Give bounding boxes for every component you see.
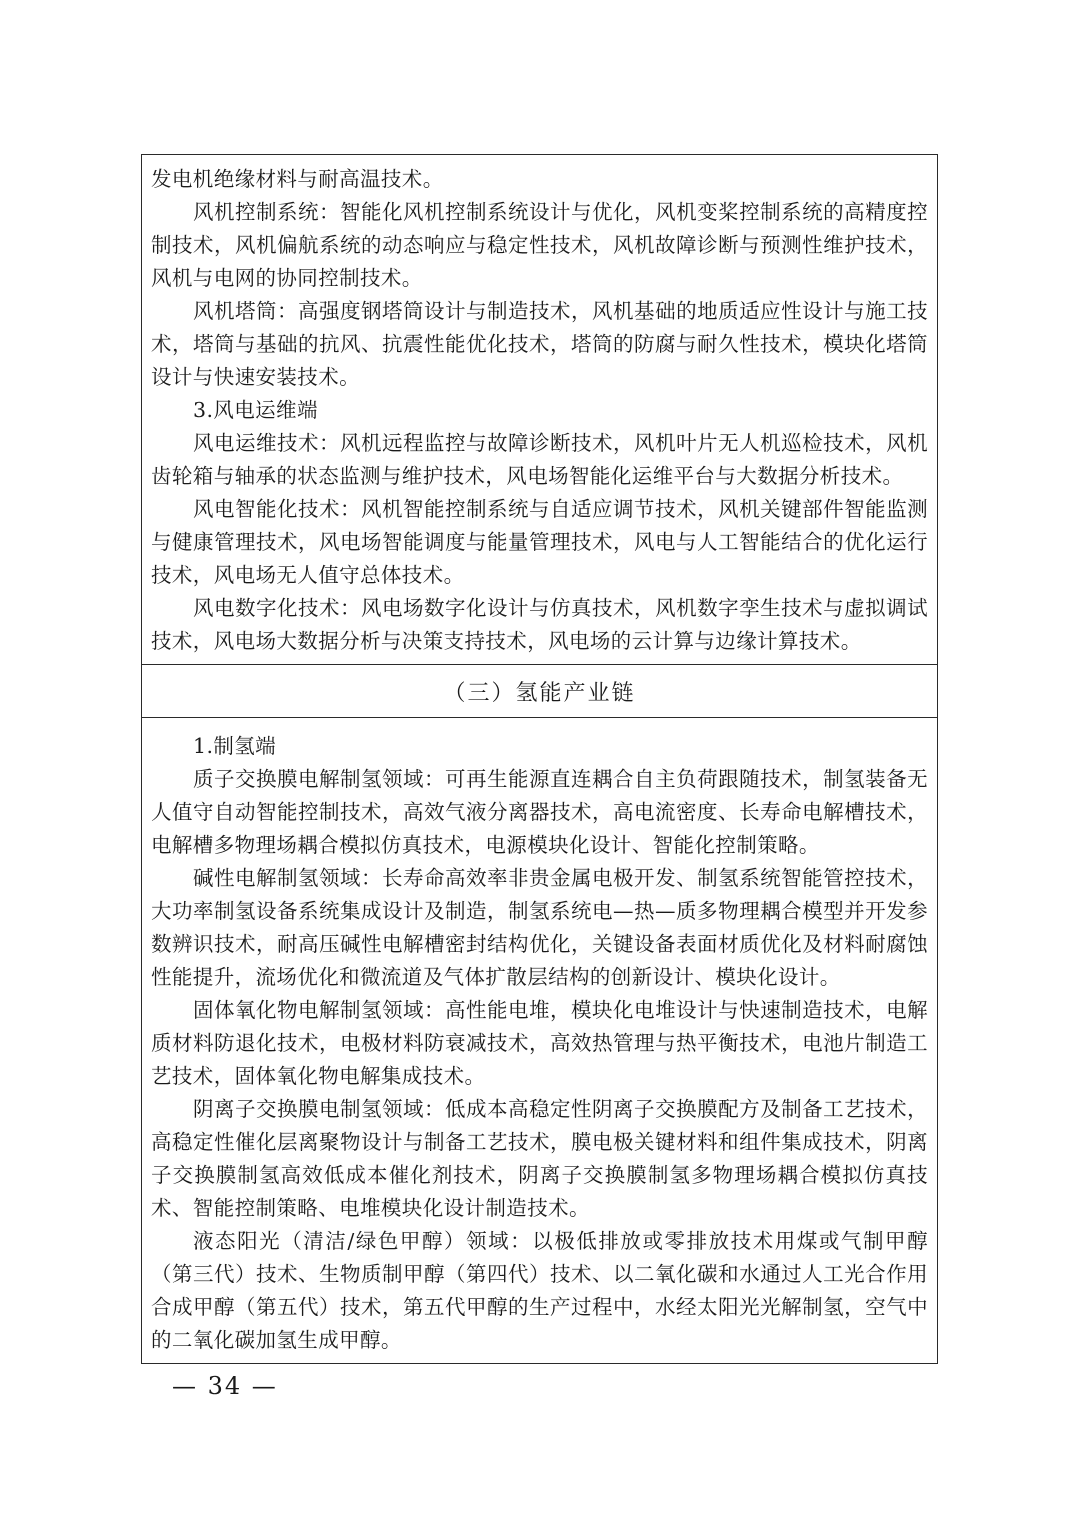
paragraph: 液态阳光（清洁/绿色甲醇）领域：以极低排放或零排放技术用煤或气制甲醇（第三代）技术、生物质制甲醇（第四代）技术、以二氧化碳和水通过人工光合作用合成甲醇（第五代）技术，第五代甲醇的生产过程中，水经太阳光光解制氢，空气中的二氧化碳加氢生成甲醇。 <box>151 1229 928 1352</box>
paragraph: 质子交换膜电解制氢领域：可再生能源直连耦合自主负荷跟随技术，制氢装备无人值守自动智能控制技术，高效气液分离器技术，高电流密度、长寿命电解槽技术，电解槽多物理场耦合模拟仿真技术，电源模块化设计、智能化控制策略。 <box>151 767 928 857</box>
content-table <box>141 154 938 1364</box>
paragraph: 固体氧化物电解制氢领域：高性能电堆，模块化电堆设计与快速制造技术，电解质材料防退化技术，电极材料防衰减技术，高效热管理与热平衡技术，电池片制造工艺技术，固体氧化物电解集成技术。 <box>151 998 928 1088</box>
paragraph: 碱性电解制氢领域：长寿命高效率非贵金属电极开发、制氢系统智能管控技术，大功率制氢设备系统集成设计及制造，制氢系统电—热—质多物理耦合模型并开发参数辨识技术，耐高压碱性电解槽密封结构优化，关键设备表面材质优化及材料耐腐蚀性能提升，流场优化和微流道及气体扩散层结构的创新设计、模块化设计。 <box>151 866 928 989</box>
paragraph: 发电机绝缘材料与耐高温技术。 <box>151 167 444 191</box>
section-title: （三）氢能产业链 <box>443 680 636 706</box>
paragraph: 风电智能化技术：风机智能控制系统与自适应调节技术，风机关键部件智能监测与健康管理技术，风电场智能调度与能量管理技术，风电与人工智能结合的优化运行技术，风电场无人值守总体技术。 <box>151 497 928 587</box>
paragraph: 风电运维技术：风机远程监控与故障诊断技术，风机叶片无人机巡检技术，风机齿轮箱与轴承的状态监测与维护技术，风电场智能化运维平台与大数据分析技术。 <box>151 431 928 488</box>
section-header-row <box>142 664 937 718</box>
top-cell <box>142 155 937 664</box>
paragraph: 风机控制系统：智能化风机控制系统设计与优化，风机变桨控制系统的高精度控制技术，风机偏航系统的动态响应与稳定性技术，风机故障诊断与预测性维护技术，风机与电网的协同控制技术。 <box>151 200 928 290</box>
paragraph: 风电数字化技术：风电场数字化设计与仿真技术，风机数字孪生技术与虚拟调试技术，风电场大数据分析与决策支持技术，风电场的云计算与边缘计算技术。 <box>151 596 928 653</box>
subheading: 1.制氢端 <box>193 734 277 758</box>
subheading: 3.风电运维端 <box>193 398 318 422</box>
paragraph: 风机塔筒：高强度钢塔筒设计与制造技术，风机基础的地质适应性设计与施工技术，塔筒与基础的抗风、抗震性能优化技术，塔筒的防腐与耐久性技术，模块化塔筒设计与快速安装技术。 <box>151 299 928 389</box>
bottom-cell <box>142 718 937 1363</box>
page-number: — 34 — <box>172 1372 278 1400</box>
paragraph: 阴离子交换膜电制氢领域：低成本高稳定性阴离子交换膜配方及制备工艺技术，高稳定性催化层离聚物设计与制备工艺技术，膜电极关键材料和组件集成技术，阴离子交换膜制氢高效低成本催化剂技术，阴离子交换膜制氢多物理场耦合模拟仿真技术、智能控制策略、电堆模块化设计制造技术。 <box>151 1097 928 1220</box>
